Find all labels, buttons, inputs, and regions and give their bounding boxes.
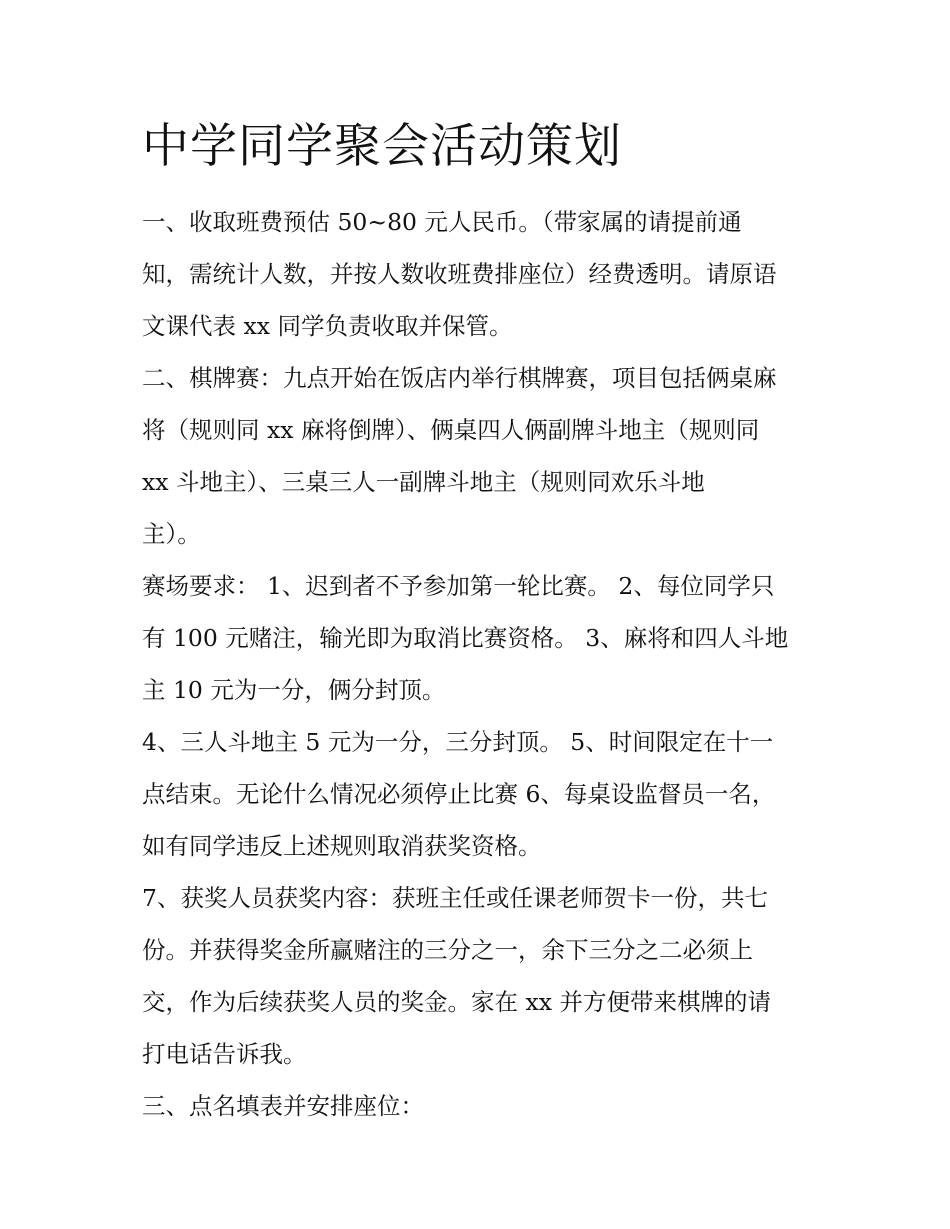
text-line: 二、棋牌赛：九点开始在饭店内举行棋牌赛，项目包括俩桌麻 [142,364,777,392]
document-title: 中学同学聚会活动策划 [142,119,622,174]
text-line: 7、获奖人员获奖内容：获班主任或任课老师贺卡一份，共七 [142,884,768,912]
text-line: 4、三人斗地主 5 元为一分，三分封顶。 5、时间限定在十一 [142,728,774,756]
text-line: 知，需统计人数，并按人数收班费排座位）经费透明。请原语 [142,260,777,288]
text-line: 份。并获得奖金所赢赌注的三分之一，余下三分之二必须上 [142,936,753,964]
text-line: xx 斗地主）、三桌三人一副牌斗地主（规则同欢乐斗地 [142,468,705,496]
text-line: 如有同学违反上述规则取消获奖资格。 [142,832,542,860]
document-body [142,204,822,1140]
text-line: 主）。 [142,520,201,548]
text-line: 赛场要求： 1、迟到者不予参加第一轮比赛。 2、每位同学只 [142,572,775,600]
text-line: 三、点名填表并安排座位： [142,1092,424,1120]
text-line: 文课代表 xx 同学负责收取并保管。 [142,312,513,340]
text-line: 主 10 元为一分，俩分封顶。 [142,676,446,704]
text-line: 将（规则同 xx 麻将倒牌）、俩桌四人俩副牌斗地主（规则同 [142,416,760,444]
text-line: 点结束。无论什么情况必须停止比赛 6、每桌设监督员一名， [142,780,776,808]
text-line: 有 100 元赌注，输光即为取消比赛资格。 3、麻将和四人斗地 [142,624,789,652]
text-line: 打电话告诉我。 [142,1040,307,1068]
text-line: 一、收取班费预估 50~80 元人民币。（带家属的请提前通 [142,208,742,236]
text-line: 交，作为后续获奖人员的奖金。家在 xx 并方便带来棋牌的请 [142,988,771,1016]
